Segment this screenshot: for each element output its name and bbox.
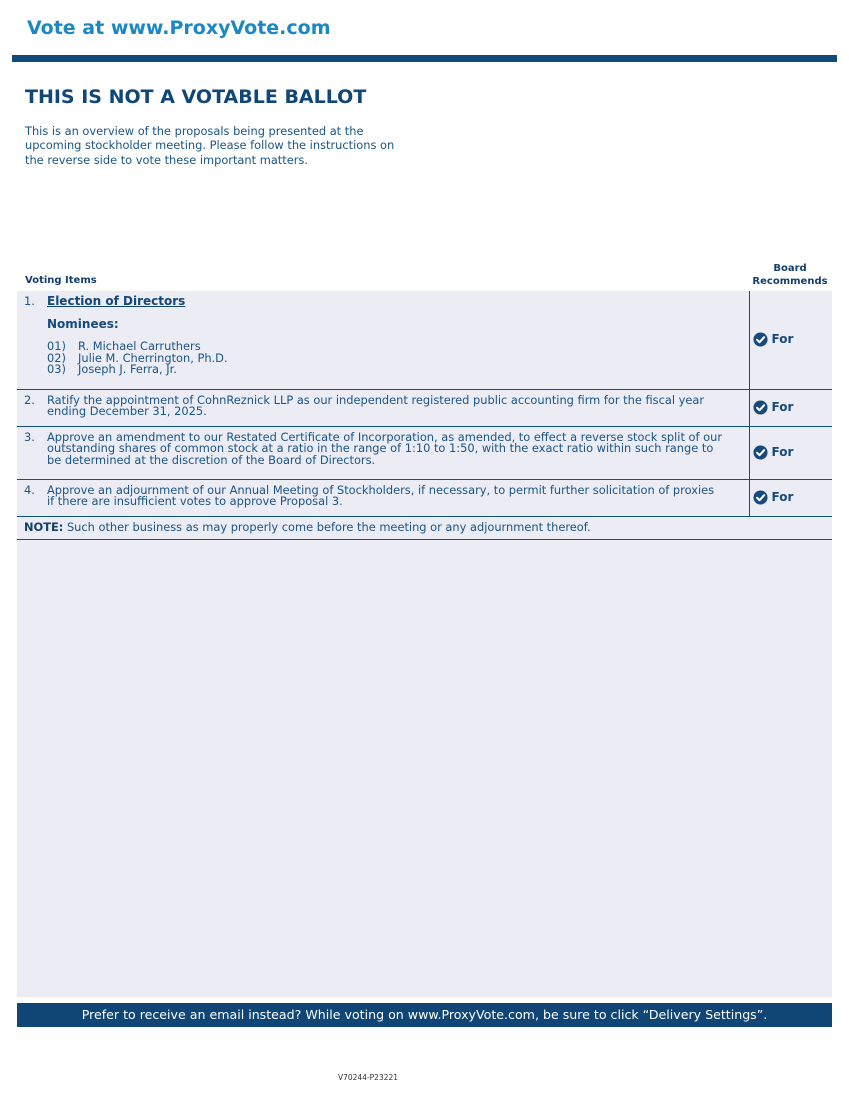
table-row <box>17 389 832 426</box>
check-circle-icon <box>753 400 768 415</box>
item-number: 4. <box>17 479 47 516</box>
table-row <box>17 479 832 516</box>
nominee <box>47 364 743 376</box>
table-row <box>17 291 832 389</box>
board-recommendation <box>749 426 832 479</box>
item-line: Approve an adjournment of our Annual Meeting of Stockholders, if necessary, to permit further solicitation of proxies <box>47 482 715 497</box>
recommendation-label: For <box>771 332 794 346</box>
delivery-settings-banner: Prefer to receive an email instead? While voting on www.ProxyVote.com, be sure to click “Delivery Settings”. <box>17 1003 832 1027</box>
top-divider <box>12 55 837 62</box>
board-recommends-header <box>748 262 832 288</box>
nominees-heading: Nominees: <box>47 316 119 331</box>
intro-text <box>25 124 417 167</box>
note-label: NOTE: <box>24 519 64 534</box>
nominee-number: 03) <box>47 362 66 376</box>
page-title: THIS IS NOT A VOTABLE BALLOT <box>25 86 367 108</box>
nominee-name: Joseph J. Ferra, Jr. <box>78 362 177 376</box>
item-description <box>47 291 749 389</box>
item-number: 1. <box>17 291 47 389</box>
board-recommendation <box>749 389 832 426</box>
item-line: if there are insufficient votes to approve Proposal 3. <box>47 494 343 508</box>
nominee-number: 02) <box>47 350 66 365</box>
note-row <box>17 516 832 539</box>
intro-line: the reverse side to vote these important matters. <box>25 152 308 167</box>
intro-line: This is an overview of the proposals being presented at the <box>25 124 364 138</box>
nominee-number: 01) <box>47 339 66 353</box>
item-number: 3. <box>17 426 47 479</box>
nominee-name: R. Michael Carruthers <box>78 339 201 353</box>
item-line: Approve an amendment to our Restated Certificate of Incorporation, as amended, to effect a reverse stock split of our <box>47 429 723 444</box>
election-of-directors-title: Election of Directors <box>47 294 186 308</box>
table-row <box>17 426 832 479</box>
proxyvote-link[interactable]: Vote at www.ProxyVote.com <box>27 17 331 39</box>
item-description <box>47 389 749 426</box>
nominee-name: Julie M. Cherrington, Ph.D. <box>78 350 228 365</box>
voting-items-header: Voting Items <box>25 275 97 286</box>
item-number: 2. <box>17 389 47 426</box>
document-code: V70244-P23221 <box>337 1073 399 1082</box>
item-line: outstanding shares of common stock at a ratio in the range of 1:10 to 1:50, with the exact ratio within such range to <box>47 441 714 455</box>
recommendation-label: For <box>771 489 794 504</box>
item-line: Ratify the appointment of CohnReznick LLP as our independent registered public accounting firm for the fiscal year <box>47 392 705 407</box>
check-circle-icon <box>753 490 768 505</box>
item-line: be determined at the discretion of the Board of Directors. <box>47 452 376 467</box>
board-recommendation <box>749 479 832 516</box>
voting-items-table <box>17 291 832 540</box>
item-line: ending December 31, 2025. <box>47 404 207 418</box>
note <box>17 516 832 539</box>
board-recommendation <box>749 291 832 389</box>
note-text: Such other business as may properly come before the meeting or any adjournment thereof. <box>63 519 591 534</box>
board-header-line: Board <box>773 263 807 274</box>
recommendation-label: For <box>771 444 794 459</box>
recommendation-label: For <box>771 399 794 414</box>
intro-line: upcoming stockholder meeting. Please follow the instructions on <box>25 138 395 153</box>
item-description <box>47 479 749 516</box>
board-header-line: Recommends <box>752 276 828 287</box>
item-description <box>47 426 749 479</box>
check-circle-icon <box>753 445 768 460</box>
check-circle-icon <box>753 332 768 347</box>
